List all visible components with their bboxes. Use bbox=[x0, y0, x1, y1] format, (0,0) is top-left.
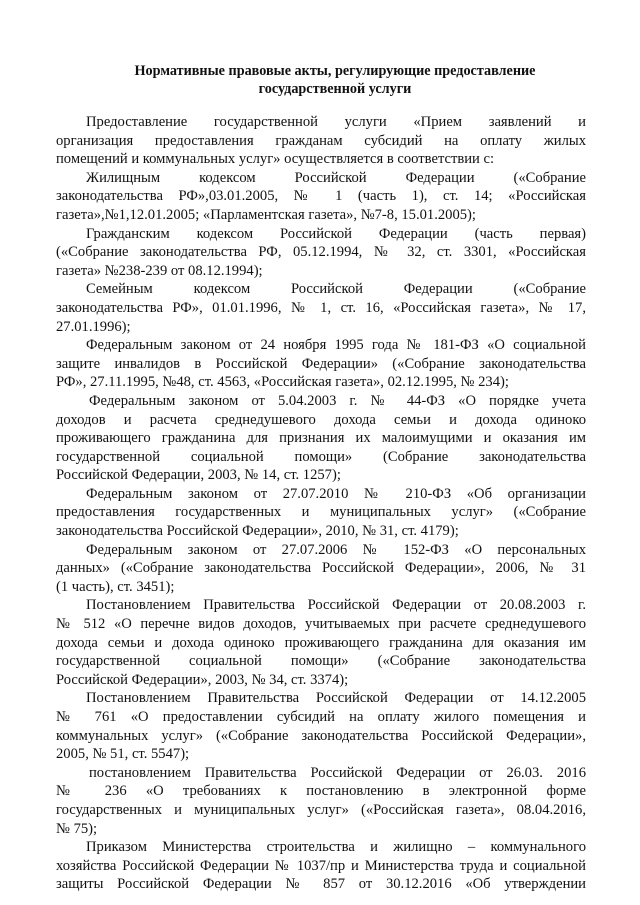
text-line: (1 часть), ст. 3451); bbox=[56, 578, 175, 595]
text-line: помещений и коммунальных услуг» осуществляется в соответствии с: bbox=[56, 151, 495, 168]
document-title bbox=[100, 62, 570, 98]
text-line: Семейным кодексом Российской Федерации («Собрание bbox=[86, 281, 586, 298]
text-line: 2005, № 51, ст. 5547); bbox=[56, 746, 190, 763]
paragraph-law-210 bbox=[56, 485, 586, 541]
document-body bbox=[56, 113, 586, 894]
text-line: данных» («Собрание законодательства Российской Федерации», 2006, № 31 bbox=[56, 560, 586, 577]
paragraph-resolution-761 bbox=[56, 689, 586, 763]
text-line: Федеральным законом от 27.07.2010 № 210-ФЗ «Об организации bbox=[86, 485, 586, 502]
text-line: газета»,№1,12.01.2005; «Парламентская газета», №7-8, 15.01.2005); bbox=[56, 206, 476, 223]
text-line: защиты Российской Федерации № 857 от 30.12.2016 «Об утверждении bbox=[56, 876, 586, 893]
text-line: защите инвалидов в Российской Федерации» («Собрание законодательства bbox=[56, 355, 586, 372]
text-line: дохода семьи и дохода одиноко проживающего гражданина для оказания им bbox=[56, 634, 586, 651]
paragraph-law-181 bbox=[56, 336, 586, 392]
paragraph-resolution-236 bbox=[56, 764, 586, 838]
paragraph-civil-code bbox=[56, 225, 586, 281]
paragraph-law-152 bbox=[56, 541, 586, 597]
paragraph-resolution-512 bbox=[56, 596, 586, 689]
text-line: хозяйства Российской Федерации № 1037/пр и Министерства труда и социальной bbox=[56, 857, 586, 874]
text-line: доходов и расчета среднедушевого дохода семьи и дохода одиноко bbox=[56, 411, 586, 428]
text-line: Постановлением Правительства Российской Федерации от 20.08.2003 г. bbox=[86, 597, 586, 614]
text-line: законодательства РФ», 01.01.1996, № 1, ст. 16, «Российская газета», № 17, bbox=[56, 299, 586, 316]
text-line: Предоставление государственной услуги «Прием заявлений и bbox=[86, 114, 586, 130]
title-line: Нормативные правовые акты, регулирующие предоставление bbox=[134, 63, 536, 79]
text-line: коммунальных услуг» («Собрание законодательства Российской Федерации», bbox=[56, 727, 586, 744]
text-line: организация предоставления гражданам субсидий на оплату жилых bbox=[56, 132, 586, 149]
title-line: государственной услуги bbox=[258, 81, 412, 97]
text-line: № 236 «О требованиях к постановлению в электронной форме bbox=[56, 783, 586, 800]
text-line: № 512 «О перечне видов доходов, учитываемых при расчете среднедушевого bbox=[56, 616, 586, 633]
text-line: Постановлением Правительства Российской Федерации от 14.12.2005 bbox=[86, 690, 586, 707]
text-line: предоставления государственных и муниципальных услуг» («Собрание bbox=[56, 504, 586, 521]
text-line: законодательства РФ»,03.01.2005, № 1 (часть 1), ст. 14; «Российская bbox=[56, 188, 586, 205]
paragraph-law-44 bbox=[56, 392, 586, 485]
text-line: газета» №238-239 от 08.12.1994); bbox=[56, 262, 263, 279]
paragraph-order-1037 bbox=[56, 838, 586, 894]
text-line: постановлением Правительства Российской Федерации от 26.03. 2016 bbox=[89, 764, 586, 781]
text-line: государственной социальной помощи» («Собрание законодательства bbox=[56, 653, 586, 670]
text-line: 27.01.1996); bbox=[56, 318, 131, 335]
text-line: № 761 «О предоставлении субсидий на оплату жилого помещения и bbox=[56, 709, 586, 725]
text-line: («Собрание законодательства РФ, 05.12.1994, № 32, ст. 3301, «Российская bbox=[56, 244, 586, 261]
paragraph-family-code bbox=[56, 280, 586, 336]
text-line: РФ», 27.11.1995, №48, ст. 4563, «Российская газета», 02.12.1995, № 234); bbox=[56, 374, 509, 391]
text-line: проживающего гражданина для признания их малоимущими и оказания им bbox=[56, 430, 586, 447]
text-line: Российской Федерации», 2003, № 34, ст. 3374); bbox=[56, 671, 349, 688]
text-line: Приказом Министерства строительства и жилищно – коммунального bbox=[86, 839, 586, 856]
paragraph-intro bbox=[56, 113, 586, 169]
text-line: государственных и муниципальных услуг» («Российская газета», 08.04.2016, bbox=[56, 801, 586, 818]
text-line: Жилищным кодексом Российской Федерации («Собрание bbox=[86, 169, 586, 186]
text-line: Федеральным законом от 24 ноября 1995 года № 181-ФЗ «О социальной bbox=[86, 337, 586, 354]
text-line: № 75); bbox=[56, 820, 98, 837]
text-line: Федеральным законом от 27.07.2006 № 152-ФЗ «О персональных bbox=[86, 541, 586, 558]
text-line: Федеральным законом от 5.04.2003 г. № 44-ФЗ «О порядке учета bbox=[89, 392, 586, 409]
paragraph-housing-code bbox=[56, 169, 586, 225]
text-line: Гражданским кодексом Российской Федерации (часть первая) bbox=[86, 225, 586, 242]
text-line: Российской Федерации, 2003, № 14, ст. 1257); bbox=[56, 467, 341, 484]
text-line: государственной социальной помощи» (Собрание законодательства bbox=[56, 448, 586, 465]
text-line: законодательства Российской Федерации», 2010, № 31, ст. 4179); bbox=[56, 523, 459, 540]
